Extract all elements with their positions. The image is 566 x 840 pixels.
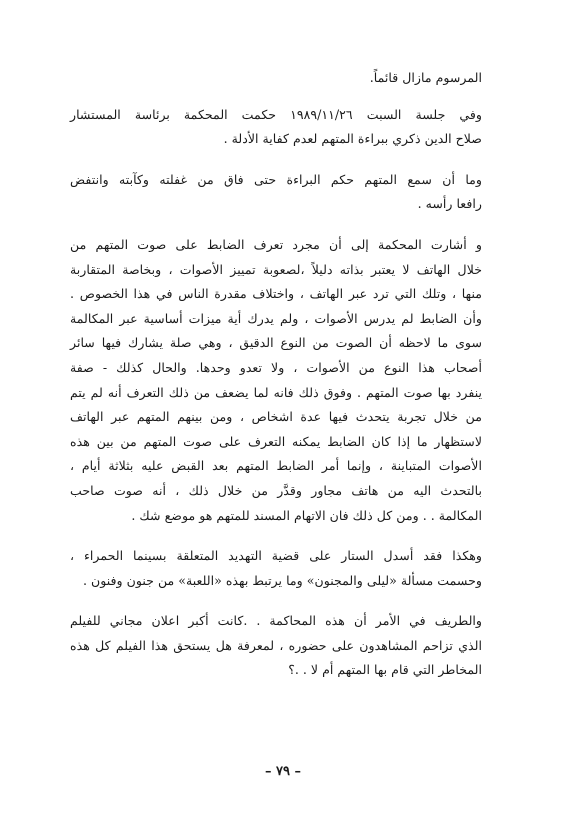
text-line: الأصوات المتباينة ، وإنما أمر الضابط المتهم بعد القبض عليه بثلاثة أيام ، [70, 458, 482, 474]
paragraph [70, 103, 482, 152]
text-line: وأن الضابط لم يدرس الأصوات ، ولم يدرك أية ميزات أساسية عبر المكالمة [70, 310, 482, 326]
paragraph [70, 544, 482, 593]
text-line: منها ، وتلك التي ترد عبر الهاتف ، واختلاف مقدرة الناس في هذا الخصوص . [70, 286, 482, 302]
text-line: لاستظهار ما إذا كان الضابط يمكنه التعرف على صوت المتهم من بين هذه [70, 433, 482, 449]
text-line: بالتحدث اليه من هاتف مجاور وقدَّر من خلال ذلك ، أنه صوت صاحب [70, 482, 482, 498]
text-line: وفي جلسة السبت ١٩٨٩/١١/٢٦ حكمت المحكمة برئاسة المستشار [70, 106, 482, 122]
paragraph [70, 168, 482, 217]
text-line: المخاطر التي قام بها المتهم أم لا . .؟ [288, 662, 482, 678]
text-line: ينفرد بها صوت المتهم . وفوق ذلك فانه لما يضعف من ذلك التعرف أنه لم يتم [70, 384, 482, 400]
text-line: من خلال تجربة يتحدث فيها عدة اشخاص ، ومن بينهم المتهم عبر الهاتف [70, 409, 482, 425]
text-line: وهكذا فقد أسدل الستار على قضية التهديد المتعلقة بسينما الحمراء ، [70, 548, 482, 564]
page-number: – ٧٩ – [264, 764, 302, 779]
paragraph [70, 233, 482, 528]
text-line: وما أن سمع المتهم حكم البراءة حتى فاق من غفلته وكآبته وانتفض [70, 171, 482, 187]
text-line: المرسوم مازال قائماً. [369, 70, 482, 85]
text-line: وحسمت مسألة «ليلى والمجنون» وما يرتبط بهذه «اللعبة» من جنون وفنون . [82, 572, 482, 588]
paragraph [70, 66, 482, 91]
text-line: خلال الهاتف لا يعتبر بذاته دليلاً ،لصعوبة تمييز الأصوات ، وبخاصة المتقاربة [70, 261, 482, 277]
text-line: أصحاب هذا النوع من الأصوات ، ولا تعدو وحدها. والحال كذلك - صفة [70, 359, 482, 375]
text-line: و أشارت المحكمة إلى أن مجرد تعرف الضابط على صوت المتهم من [70, 236, 482, 252]
document-body [70, 66, 482, 699]
text-line: المكالمة . . ومن كل ذلك فان الاتهام المسند للمتهم هو موضع شك . [131, 507, 482, 523]
text-line: سوى ما لاحظه أن الصوت من النوع الدقيق ، وهي صلة يشارك فيها سائر [70, 335, 482, 351]
text-line: الذي تزاحم المشاهدون على حضوره ، لمعرفة هل يستحق هذا الفيلم كل هذه [70, 637, 482, 653]
text-line: رافعا رأسه . [417, 196, 482, 212]
text-line: صلاح الدين ذكري ببراءة المتهم لعدم كفاية الأدلة . [223, 131, 482, 147]
paragraph [70, 609, 482, 683]
text-line: والطريف في الأمر أن هذه المحاكمة . .كانت أكبر اعلان مجاني للفيلم [70, 613, 482, 629]
